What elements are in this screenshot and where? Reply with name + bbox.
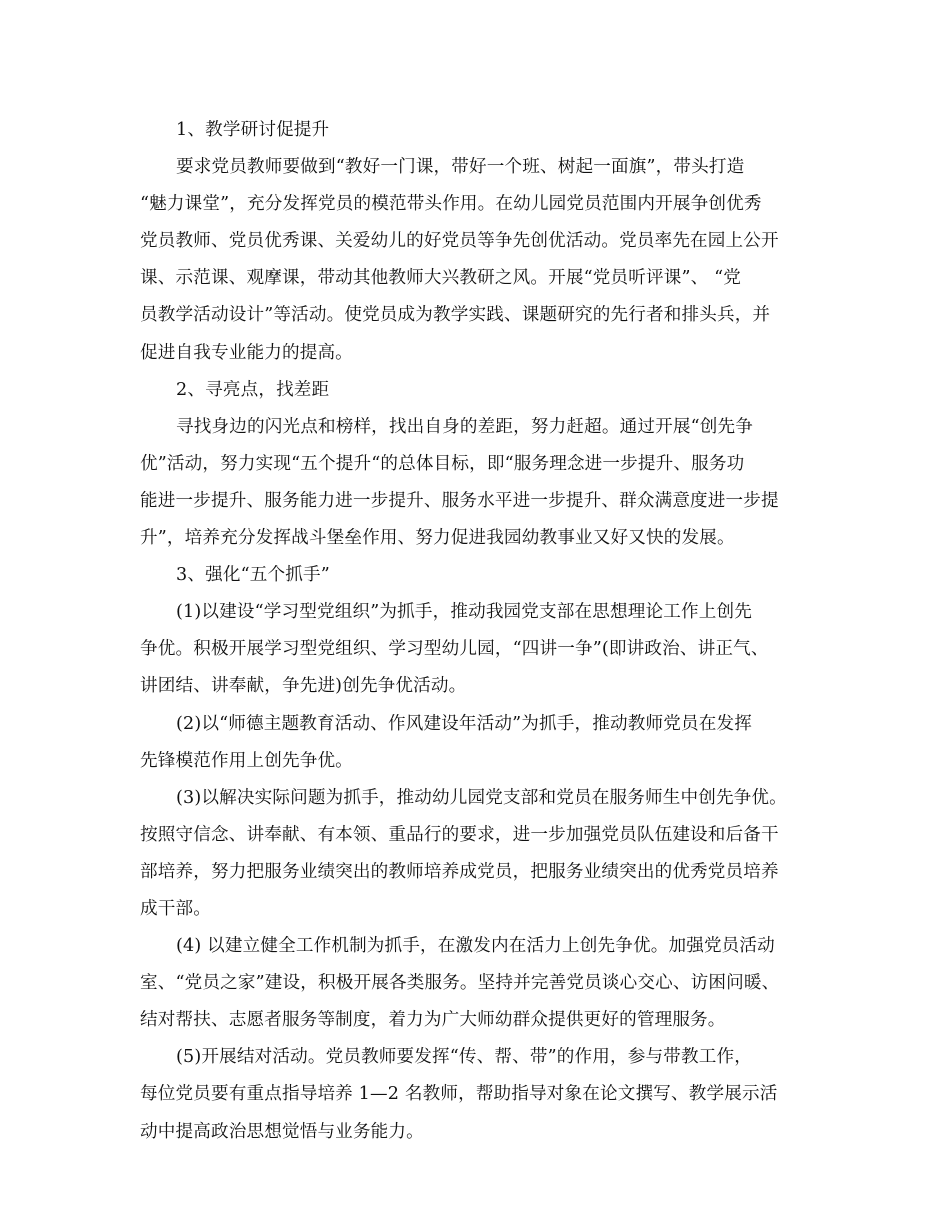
text-line: 1、教学研讨促提升 [176,120,330,140]
document-body [140,112,816,1151]
text-line: 按照守信念、讲奉献、有本领、重品行的要求，进一步加强党员队伍建设和后备干 [140,824,779,845]
text-line: 先锋模范作用上创先争优。 [140,750,353,771]
text-line: 动中提高政治思想觉悟与业务能力。 [140,1121,424,1142]
text-line: 课、示范课、观摩课，带动其他教师大兴教研之风。开展“党员听评课”、 “党 [140,268,741,289]
text-line: (5)开展结对活动。党员教师要发挥“传、帮、带”的作用，参与带教工作， [176,1047,752,1068]
text-line: (4) 以建立健全工作机制为抓手，在激发内在活力上创先争优。加强党员活动 [176,936,775,957]
text-line: 成干部。 [140,898,211,919]
text-line: “魅力课堂”，充分发挥党员的模范带头作用。在幼儿园党员范围内开展争创优秀 [140,194,762,215]
text-line: 促进自我专业能力的提高。 [140,342,353,363]
text-line: (2)以“师德主题教育活动、作风建设年活动”为抓手，推动教师党员在发挥 [176,713,752,734]
text-line: 要求党员教师要做到“教好一门课，带好一个班、树起一面旗”，带头打造 [176,157,745,178]
text-line: 2、寻亮点，找差距 [176,379,330,400]
text-line: 每位党员要有重点指导培养 1—2 名教师，帮助指导对象在论文撰写、教学展示活 [140,1084,778,1105]
text-line: 讲团结、讲奉献，争先进)创先争优活动。 [140,676,467,697]
text-line: 结对帮扶、志愿者服务等制度，着力为广大师幼群众提供更好的管理服务。 [140,1010,726,1031]
text-line: (3)以解决实际问题为抓手，推动幼儿园党支部和党员在服务师生中创先争优。 [176,787,787,808]
text-line: 升”，培养充分发挥战斗堡垒作用、努力促进我园幼教事业又好又快的发展。 [140,528,735,549]
text-line: 员教学活动设计”等活动。使党员成为教学实践、课题研究的先行者和排头兵，并 [140,305,771,326]
text-line: 能进一步提升、服务能力进一步提升、服务水平进一步提升、群众满意度进一步提 [140,490,779,511]
text-line: (1)以建设“学习型党组织”为抓手，推动我园党支部在思想理论工作上创先 [176,602,752,623]
text-line: 室、“党员之家”建设，积极开展各类服务。坚持并完善党员谈心交心、访困问暖、 [140,973,780,994]
text-line: 争优。积极开展学习型党组织、学习型幼儿园，“四讲一争”(即讲政治、讲正气、 [140,639,769,660]
text-line: 寻找身边的闪光点和榜样，找出自身的差距，努力赶超。通过开展“创先争 [176,416,753,437]
text-line: 优”活动，努力实现“五个提升“的总体目标，即“服务理念进一步提升、服务功 [140,453,745,474]
text-line: 党员教师、党员优秀课、关爱幼儿的好党员等争先创优活动。党员率先在园上公开 [140,231,779,252]
text-line: 3、强化“五个抓手” [176,565,330,586]
text-line: 部培养，努力把服务业绩突出的教师培养成党员，把服务业绩突出的优秀党员培养 [140,861,779,882]
